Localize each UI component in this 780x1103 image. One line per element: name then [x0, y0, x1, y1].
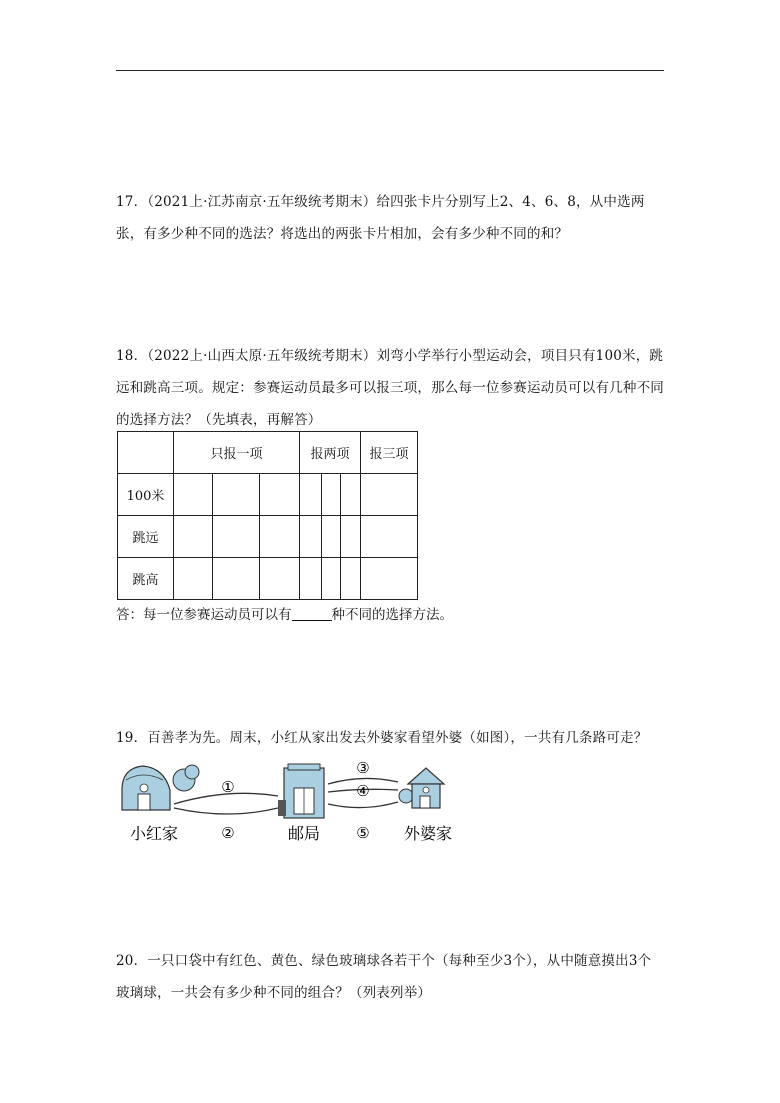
table-cell[interactable]: [361, 516, 418, 558]
post-office-label: 邮局: [287, 824, 321, 843]
home-icon: [122, 765, 199, 810]
table-cell[interactable]: [341, 516, 361, 558]
post-office-icon: [278, 764, 324, 818]
table-row-label: 跳远: [118, 516, 174, 558]
table-row: [118, 516, 418, 558]
table-header-cell: 报两项: [300, 432, 361, 474]
header-rule: [116, 70, 664, 71]
table-cell[interactable]: [361, 558, 418, 600]
table-header-row: [118, 432, 418, 474]
route-label-3: ③: [356, 760, 370, 777]
table-cell[interactable]: [300, 516, 322, 558]
question-18-answer: [116, 602, 453, 628]
answer-prefix: 答：每一位参赛运动员可以有: [116, 607, 292, 623]
table-cell[interactable]: [300, 474, 322, 516]
route-label-5: ⑤: [356, 824, 370, 842]
table-cell[interactable]: [300, 558, 322, 600]
table-cell[interactable]: [259, 516, 299, 558]
table-row-label: 100米: [118, 474, 174, 516]
table-row-label: 跳高: [118, 558, 174, 600]
table-row: [118, 558, 418, 600]
table-cell[interactable]: [259, 474, 299, 516]
table-cell[interactable]: [361, 474, 418, 516]
question-17: 17．（2021上·江苏南京·五年级统考期末）给四张卡片分别写上2、4、6、8，从中选两张，有多少种不同的选法？将选出的两张卡片相加，会有多少种不同的和？: [116, 194, 645, 242]
route-5-line: [328, 802, 398, 808]
table-cell[interactable]: [212, 558, 259, 600]
table-cell[interactable]: [322, 474, 341, 516]
table-cell[interactable]: [259, 558, 299, 600]
route-figure: [118, 760, 458, 846]
route-2-line: [174, 808, 278, 814]
table-cell[interactable]: [322, 516, 341, 558]
home-label: 小红家: [129, 824, 179, 843]
table-corner-cell: [118, 432, 174, 474]
answer-table: [117, 431, 418, 600]
question-18: 18．（2022上·山西太原·五年级统考期末）刘弯小学举行小型运动会，项目只有100米，跳远和跳高三项。规定：参赛运动员最多可以报三项，那么每一位参赛运动员可以有几种不同的选择方法？（先填表，再解答）: [116, 348, 664, 428]
route-label-2: ②: [221, 824, 235, 842]
grandma-house-label: 外婆家: [403, 824, 453, 843]
table-row: [118, 474, 418, 516]
route-label-1: ①: [221, 778, 235, 796]
answer-blank[interactable]: [292, 607, 332, 622]
question-19: 19．百善孝为先。周末，小红从家出发去外婆家看望外婆（如图），一共有几条路可走？: [116, 730, 648, 746]
table-header-cell: 只报一项: [174, 432, 300, 474]
table-cell[interactable]: [341, 474, 361, 516]
table-cell[interactable]: [174, 516, 213, 558]
table-cell[interactable]: [174, 474, 213, 516]
grandma-house-icon: [399, 768, 444, 808]
table-cell[interactable]: [212, 516, 259, 558]
table-header-cell: 报三项: [361, 432, 418, 474]
route-label-4: ④: [356, 782, 370, 800]
question-20: 20．一只口袋中有红色、黄色、绿色玻璃球各若干个（每种至少3个），从中随意摸出3个玻璃球，一共会有多少种不同的组合？（列表列举）: [116, 953, 652, 1001]
table-cell[interactable]: [212, 474, 259, 516]
answer-suffix: 种不同的选择方法。: [331, 607, 453, 623]
table-cell[interactable]: [322, 558, 341, 600]
table-cell[interactable]: [341, 558, 361, 600]
table-cell[interactable]: [174, 558, 213, 600]
